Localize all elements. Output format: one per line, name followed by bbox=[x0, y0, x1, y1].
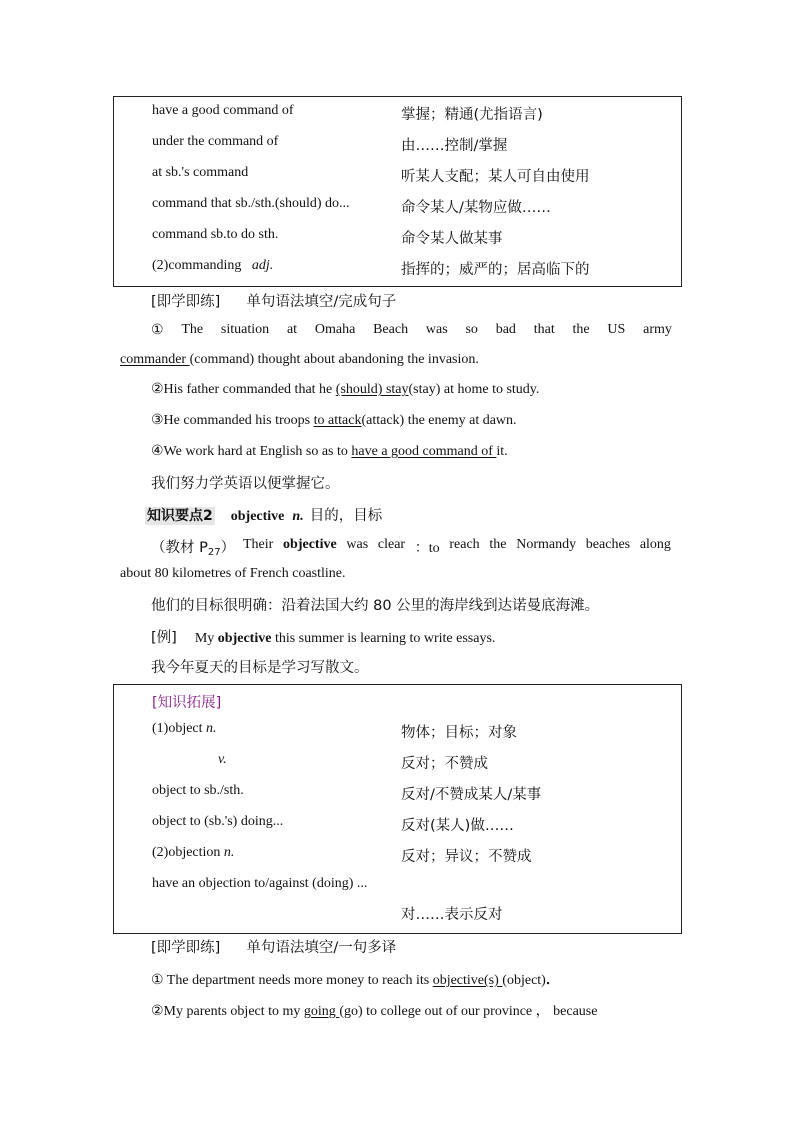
phrase: v. bbox=[218, 752, 227, 767]
answer: (should) stay bbox=[335, 382, 409, 397]
question-2: ②My parents object to my going (go) to college out of our province ， because bbox=[151, 1004, 598, 1019]
usage-row bbox=[114, 845, 681, 869]
answer: commander bbox=[120, 352, 190, 367]
word: reach bbox=[449, 537, 480, 552]
word: US bbox=[607, 322, 626, 337]
phrase: (2)commanding adj. bbox=[152, 258, 274, 273]
question-1-line-1 bbox=[151, 322, 672, 339]
usage-row bbox=[114, 903, 681, 927]
answer: going bbox=[303, 1004, 340, 1019]
meaning: 对……表示反对 bbox=[401, 907, 503, 923]
word: so bbox=[465, 322, 478, 337]
usage-row bbox=[114, 165, 681, 189]
word: Beach bbox=[373, 322, 409, 337]
example-translation: 我今年夏天的目标是学习写散文。 bbox=[151, 660, 369, 676]
word: Normandy bbox=[516, 537, 577, 552]
practice-tag: [即学即练] bbox=[151, 940, 221, 956]
usage-row bbox=[114, 134, 681, 158]
question-1-line-2: commander (command) thought about abandoning the invasion. bbox=[120, 352, 479, 367]
word: army bbox=[643, 322, 672, 337]
usage-row bbox=[114, 196, 681, 220]
word: clear bbox=[377, 537, 406, 552]
answer: have a good command of bbox=[351, 444, 497, 459]
textbook-sentence-line-2: about 80 kilometres of French coastline. bbox=[120, 566, 346, 581]
headword-meaning: 目的，目标 bbox=[309, 508, 383, 524]
example-tag: [例] bbox=[151, 630, 177, 646]
headword: objective bbox=[230, 509, 285, 524]
practice-header bbox=[151, 936, 396, 957]
knowledge-point-heading bbox=[145, 504, 382, 525]
usage-row bbox=[114, 227, 681, 251]
usage-row bbox=[114, 783, 681, 807]
word: along bbox=[639, 537, 671, 552]
usage-row bbox=[114, 258, 681, 282]
practice-title: 单句语法填空/完成句子 bbox=[246, 294, 397, 310]
phrase: at sb.'s command bbox=[152, 165, 249, 180]
phrase: (2)objection n. bbox=[152, 845, 235, 860]
word: the bbox=[572, 322, 590, 337]
meaning: 由……控制/掌握 bbox=[401, 138, 508, 154]
meaning: 反对；异议；不赞成 bbox=[401, 849, 532, 865]
word: situation bbox=[220, 322, 270, 337]
box-title: [知识拓展] bbox=[152, 695, 222, 711]
phrase: command that sb./sth.(should) do... bbox=[152, 196, 350, 211]
textbook-translation: 他们的目标很明确：沿着法国大约 80 公里的海岸线到达诺曼底海滩。 bbox=[151, 598, 600, 614]
phrase: have a good command of bbox=[152, 103, 294, 118]
practice-title: 单句语法填空/一句多译 bbox=[246, 940, 397, 956]
answer: to attack bbox=[313, 413, 362, 428]
point-tag: 知识要点2 bbox=[147, 508, 213, 524]
textbook-sentence-line-1 bbox=[243, 537, 671, 557]
part-of-speech: n. bbox=[292, 509, 304, 524]
question-4-translation: 我们努力学英语以便掌握它。 bbox=[151, 476, 340, 492]
meaning: 指挥的；威严的；居高临下的 bbox=[401, 262, 590, 278]
word: at bbox=[286, 322, 298, 337]
meaning: 反对；不赞成 bbox=[401, 756, 488, 772]
meaning: 物体；目标；对象 bbox=[401, 725, 517, 741]
word: Their bbox=[243, 537, 274, 552]
meaning: 听某人支配；某人可自由使用 bbox=[401, 169, 590, 185]
example-sentence: [例] My objective this summer is learning to write essays. bbox=[151, 630, 496, 646]
word: bad bbox=[495, 322, 516, 337]
word: was bbox=[346, 537, 369, 552]
question-2: ②His father commanded that he (should) stay(stay) at home to study. bbox=[151, 382, 540, 397]
practice-header bbox=[151, 290, 396, 311]
question-3: ③He commanded his troops to attack(attack) the enemy at dawn. bbox=[151, 413, 517, 428]
word: that bbox=[533, 322, 555, 337]
question-1: ① The department needs more money to reach its objective(s) (object)． bbox=[151, 973, 560, 988]
answer: objective(s) bbox=[432, 973, 503, 988]
word: the bbox=[489, 537, 507, 552]
word: Omaha bbox=[314, 322, 356, 337]
word: ① bbox=[151, 323, 164, 338]
usage-row bbox=[114, 721, 681, 745]
word: objective bbox=[283, 537, 337, 552]
meaning: 掌握；精通(尤指语言) bbox=[401, 107, 543, 123]
word: The bbox=[181, 322, 204, 337]
usage-row bbox=[114, 752, 681, 776]
usage-row bbox=[114, 103, 681, 127]
word: was bbox=[425, 322, 448, 337]
meaning: 反对/不赞成某人/某事 bbox=[401, 787, 542, 803]
meaning: 命令某人做某事 bbox=[401, 231, 503, 247]
phrase: under the command of bbox=[152, 134, 279, 149]
practice-tag: [即学即练] bbox=[151, 294, 221, 310]
textbook-source: （教材 P27） bbox=[151, 540, 236, 558]
phrase: object to sb./sth. bbox=[152, 783, 244, 798]
word: ：to bbox=[414, 541, 440, 556]
phrase: command sb.to do sth. bbox=[152, 227, 279, 242]
phrase: object to (sb.'s) doing... bbox=[152, 814, 284, 829]
phrase: have an objection to/against (doing) ... bbox=[152, 876, 368, 891]
meaning: 命令某人/某物应做…… bbox=[401, 200, 551, 216]
usage-row bbox=[114, 814, 681, 838]
phrase: (1)object n. bbox=[152, 721, 217, 736]
usage-box-command bbox=[113, 96, 682, 287]
word: beaches bbox=[585, 537, 631, 552]
usage-row bbox=[114, 876, 681, 900]
meaning: 反对(某人)做…… bbox=[401, 818, 514, 834]
question-4: ④We work hard at English so as to have a good command of it. bbox=[151, 444, 508, 459]
usage-box-object bbox=[113, 684, 682, 934]
